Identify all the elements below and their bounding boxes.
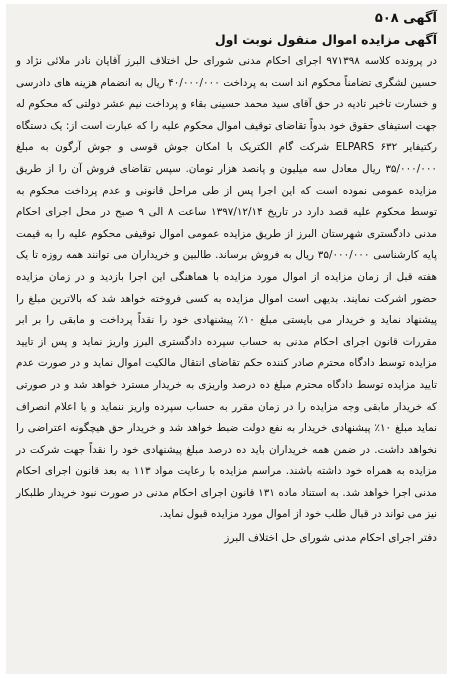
notice-number: آگهی ۵۰۸ (374, 11, 437, 26)
notice-body: در پرونده کلاسه ۹۷۱۳۹۸ اجرای احکام مدنی شورای حل اختلاف البرز آقایان نادر ملائی نژاد و حسین لشگری تضامناً محکوم اند است به پرداخت ۴۰/۰۰۰/۰۰۰ ریال به انضمام هزینه های دادرسی و خسارت تاخیر تادیه در حق آقای سید محمد حسینی بقاء و پرداخت نیم عشر دولتی که محکوم له جهت استیفای حقوق خود بدواً تقاضای توقیف اموال محکوم علیه را که عبارت است از: یک دستگاه رکتیفایر ELPARS ۶۳۲ شرکت گام الکتریک با امکان جوش قوسی و جوش آرگون به مبلغ ۳۵/۰۰۰/۰۰۰ ریال معادل سه میلیون و پانصد هزار تومان. سپس تقاضای فروش آن را از طریق مزایده عمومی نموده است که این اجرا پس از طی مراحل قانونی و عدم پرداخت محکوم به توسط محکوم علیه قصد دارد در تاریخ ۱۳۹۷/۱۲/۱۴ ساعت ۸ الی ۹ صبح در محل اجرای احکام مدنی دادگستری شهرستان البرز از طریق مزایده عمومی اموال توقیفی محکوم علیه را به قیمت پایه کارشناسی ۳۵/۰۰۰/۰۰۰ ریال به فروش برساند. طالبین و خریداران می توانند همه روزه تا یک هفته قبل از زمان مزایده از اموال مورد مزایده با هماهنگی این اجرا بازدید و در زمان مزایده حضور اشرکت نمایند. بدیهی است اموال مزایده به کسی فروخته خواهد شد که بالاترین مبلغ را پیشنهاد نماید و خریدار می بایستی مبلغ ۱۰٪ پیشنهادی خود را نقداً پرداخت و مابقی را بر ابر مقررات قانون اجرای احکام مدنی به حساب سپرده دادگستری البرز واریز نماید و پس از تایید مزایده توسط دادگاه محترم صادر کننده حکم تقاضای انتقال مالکیت اموال نماید و در صورت عدم تایید مزایده توسط دادگاه محترم مبلغ ده درصد واریزی به خریدار مسترد خواهد شد و در صورتی که خریدار مابقی وجه مزایده را در زمان مقرر به حساب سپرده واریز ننماید و یا اعلام انصراف نماید مبلغ ۱۰٪ پیشنهادی خریدار به نفع دولت ضبط خواهد شد و خریدار حق هیچگونه اعتراضی را نخواهد داشت. در ضمن همه خریداران باید ده درصد مبلغ پیشنهادی خود را نقداً جهت شرکت در مزایده به همراه خود داشته باشند. مراسم مزایده با رعایت مواد ۱۱۳ به بعد قانون اجرای احکام مدنی اجرا خواهد شد. به استناد ماده ۱۳۱ قانون اجرای احکام مدنی در صورت نبود خریدار طلبکار نیز می تواند در قبال طلب خود از اموال مورد مزایده قبول نماید. (16, 55, 438, 521)
notice-heading: آگهی مزایده اموال منقول نوبت اول (214, 32, 437, 47)
auction-notice (6, 4, 447, 674)
notice-footer: دفتر اجرای احکام مدنی شورای حل اختلاف البرز (224, 532, 437, 545)
